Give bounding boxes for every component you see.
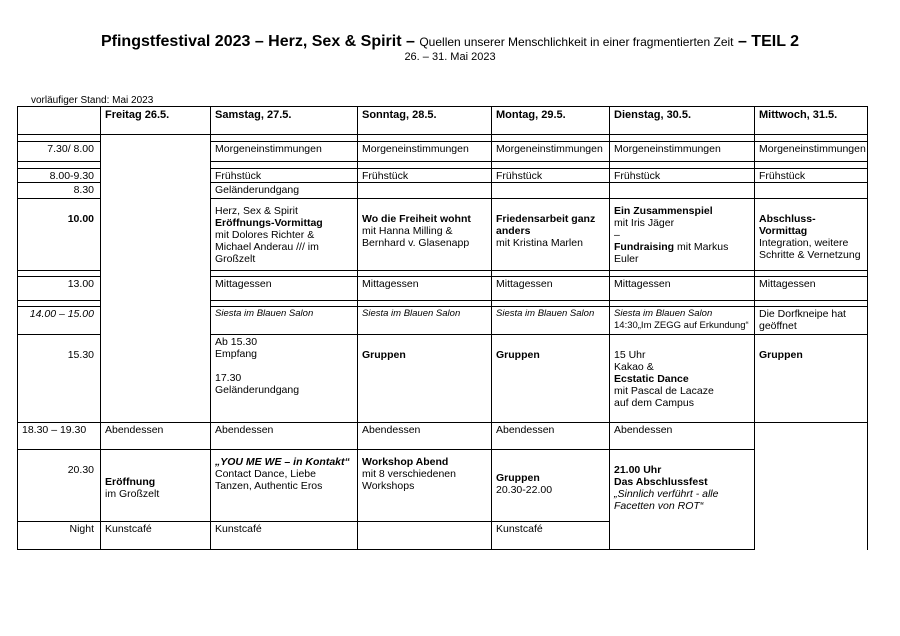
event-cell [211,199,358,271]
title-subtitle: Quellen unserer Menschlichkeit in einer fragmentierten Zeit [419,35,734,49]
event-line: Empfang [215,348,258,360]
event-cell: Morgeneinstimmungen [211,142,358,162]
event-line: im Großzelt [105,488,160,500]
festival-dates: 26. – 31. Mai 2023 [404,51,496,63]
event-cell [610,450,755,550]
event-cell: Morgeneinstimmungen [755,142,868,162]
time-cell: 7.30/ 8.00 [18,142,101,162]
event-cell: Abendessen [610,423,755,450]
time-cell: 10.00 [18,199,101,271]
event-cell: Abendessen [358,423,492,450]
event-cell: Kunstcafé [492,522,610,550]
event-cell: Frühstück [755,169,868,183]
event-title: Ecstatic Dance [614,373,689,385]
spacer-row [18,135,868,142]
event-title: Gruppen [496,472,540,484]
day-tuesday: Dienstag, 30.5. [610,107,755,135]
event-cell: Siesta im Blauen Salon [211,307,358,335]
time-cell: 18.30 – 19.30 [18,423,101,450]
event-line: 14:30„Im ZEGG auf Erkundung“ [614,320,749,331]
event-cell: Mittagessen [492,277,610,301]
event-cell [610,335,755,423]
event-cell [610,307,755,335]
day-friday: Freitag 26.5. [101,107,211,135]
event-title: Fundraising [614,241,675,253]
event-line: auf dem Campus [614,397,694,409]
event-cell: Siesta im Blauen Salon [492,307,610,335]
event-cell: Mittagessen [358,277,492,301]
table-row [18,142,868,162]
title-part: – TEIL 2 [737,33,800,50]
event-line: Herz, Sex & Spirit [215,205,298,217]
event-line: mit Kristina Marlen [496,237,583,249]
time-cell: 14.00 – 15.00 [18,307,101,335]
event-cell: Frühstück [358,169,492,183]
event-line: Kakao & [614,361,654,373]
table-row [18,423,868,450]
time-cell: 13.00 [18,277,101,301]
corner-cell [18,107,101,135]
event-cell [610,199,755,271]
event-cell [492,450,610,522]
day-monday: Montag, 29.5. [492,107,610,135]
schedule-table [17,106,868,550]
event-title: Ein Zusammenspiel [614,205,713,217]
event-cell: Kunstcafé [211,522,358,550]
event-cell: Frühstück [610,169,755,183]
event-line: Siesta im Blauen Salon [614,308,713,319]
event-cell: Mittagessen [755,277,868,301]
day-sunday: Sonntag, 28.5. [358,107,492,135]
event-title: Wo die Freiheit wohnt [362,213,471,225]
event-line [614,241,750,265]
time-cell: 8.00-9.30 [18,169,101,183]
event-cell [211,335,358,423]
event-line: Geländerundgang [215,384,300,396]
event-cell: Siesta im Blauen Salon [358,307,492,335]
event-line: Ab 15.30 [215,336,258,348]
event-title: Abschluss-Vormittag [759,213,816,237]
event-title: Friedensarbeit ganz anders [496,213,596,237]
event-cell [492,199,610,271]
time-cell: Night [18,522,101,550]
event-line: mit Markus Euler [614,241,729,265]
event-title: Eröffnung [105,476,156,488]
event-line: 20.30-22.00 [496,484,553,496]
event-cell: Morgeneinstimmungen [492,142,610,162]
event-cell [358,199,492,271]
title-bold: Pfingstfestival 2023 – Herz, Sex & Spirit – [100,33,415,50]
event-cell: Morgeneinstimmungen [358,142,492,162]
header-row [18,107,868,135]
event-cell [358,450,492,522]
page-title [0,33,900,51]
status-note: vorläufiger Stand: Mai 2023 [31,95,154,106]
event-line: mit Hanna Milling & Bernhard v. Glasenapp [362,225,470,249]
event-title: 21.00 Uhr [614,464,662,476]
event-cell: Abendessen [211,423,358,450]
event-line: Integration, weitere Schritte & Vernetzung [759,237,861,261]
time-cell: 15.30 [18,335,101,423]
day-saturday: Samstag, 27.5. [211,107,358,135]
event-cell: Abendessen [101,423,211,450]
event-cell: Morgeneinstimmungen [610,142,755,162]
event-title: „YOU ME WE – in Kontakt“ [215,456,350,468]
event-cell: Geländerundgang [211,183,358,199]
table-row [18,450,868,522]
time-cell: 8.30 [18,183,101,199]
event-line: mit 8 verschiedenen Workshops [362,468,456,492]
event-line: mit Dolores Richter & Michael Anderau /// im Großzelt [215,229,319,265]
event-line: mit Iris Jäger [614,217,675,229]
event-cell: Abendessen [492,423,610,450]
event-title: Eröffnungs-Vormittag [215,217,323,229]
time-cell: 20.30 [18,450,101,522]
event-title: Das Abschlussfest [614,476,708,488]
event-line: 15 Uhr [614,349,646,361]
event-line: „Sinnlich verführt - alle Facetten von ROT“ [614,488,719,512]
event-title: Workshop Abend [362,456,449,468]
event-cell: Gruppen [358,335,492,423]
event-line: – [614,229,620,241]
event-cell [101,450,211,522]
event-line: 17.30 [215,372,242,384]
day-wednesday: Mittwoch, 31.5. [755,107,868,135]
event-line: mit Pascal de Lacaze [614,385,714,397]
event-cell: Gruppen [492,335,610,423]
event-cell: Mittagessen [610,277,755,301]
event-cell: Frühstück [211,169,358,183]
event-cell: Frühstück [492,169,610,183]
friday-empty-cell [101,142,211,423]
event-line: Contact Dance, Liebe Tanzen, Authentic Eros [215,468,323,492]
event-cell: Gruppen [755,335,868,423]
event-cell [211,450,358,522]
event-cell: Die Dorfkneipe hat geöffnet [755,307,868,335]
event-cell [358,522,492,550]
event-cell: Mittagessen [211,277,358,301]
event-cell: Kunstcafé [101,522,211,550]
event-cell [755,199,868,271]
